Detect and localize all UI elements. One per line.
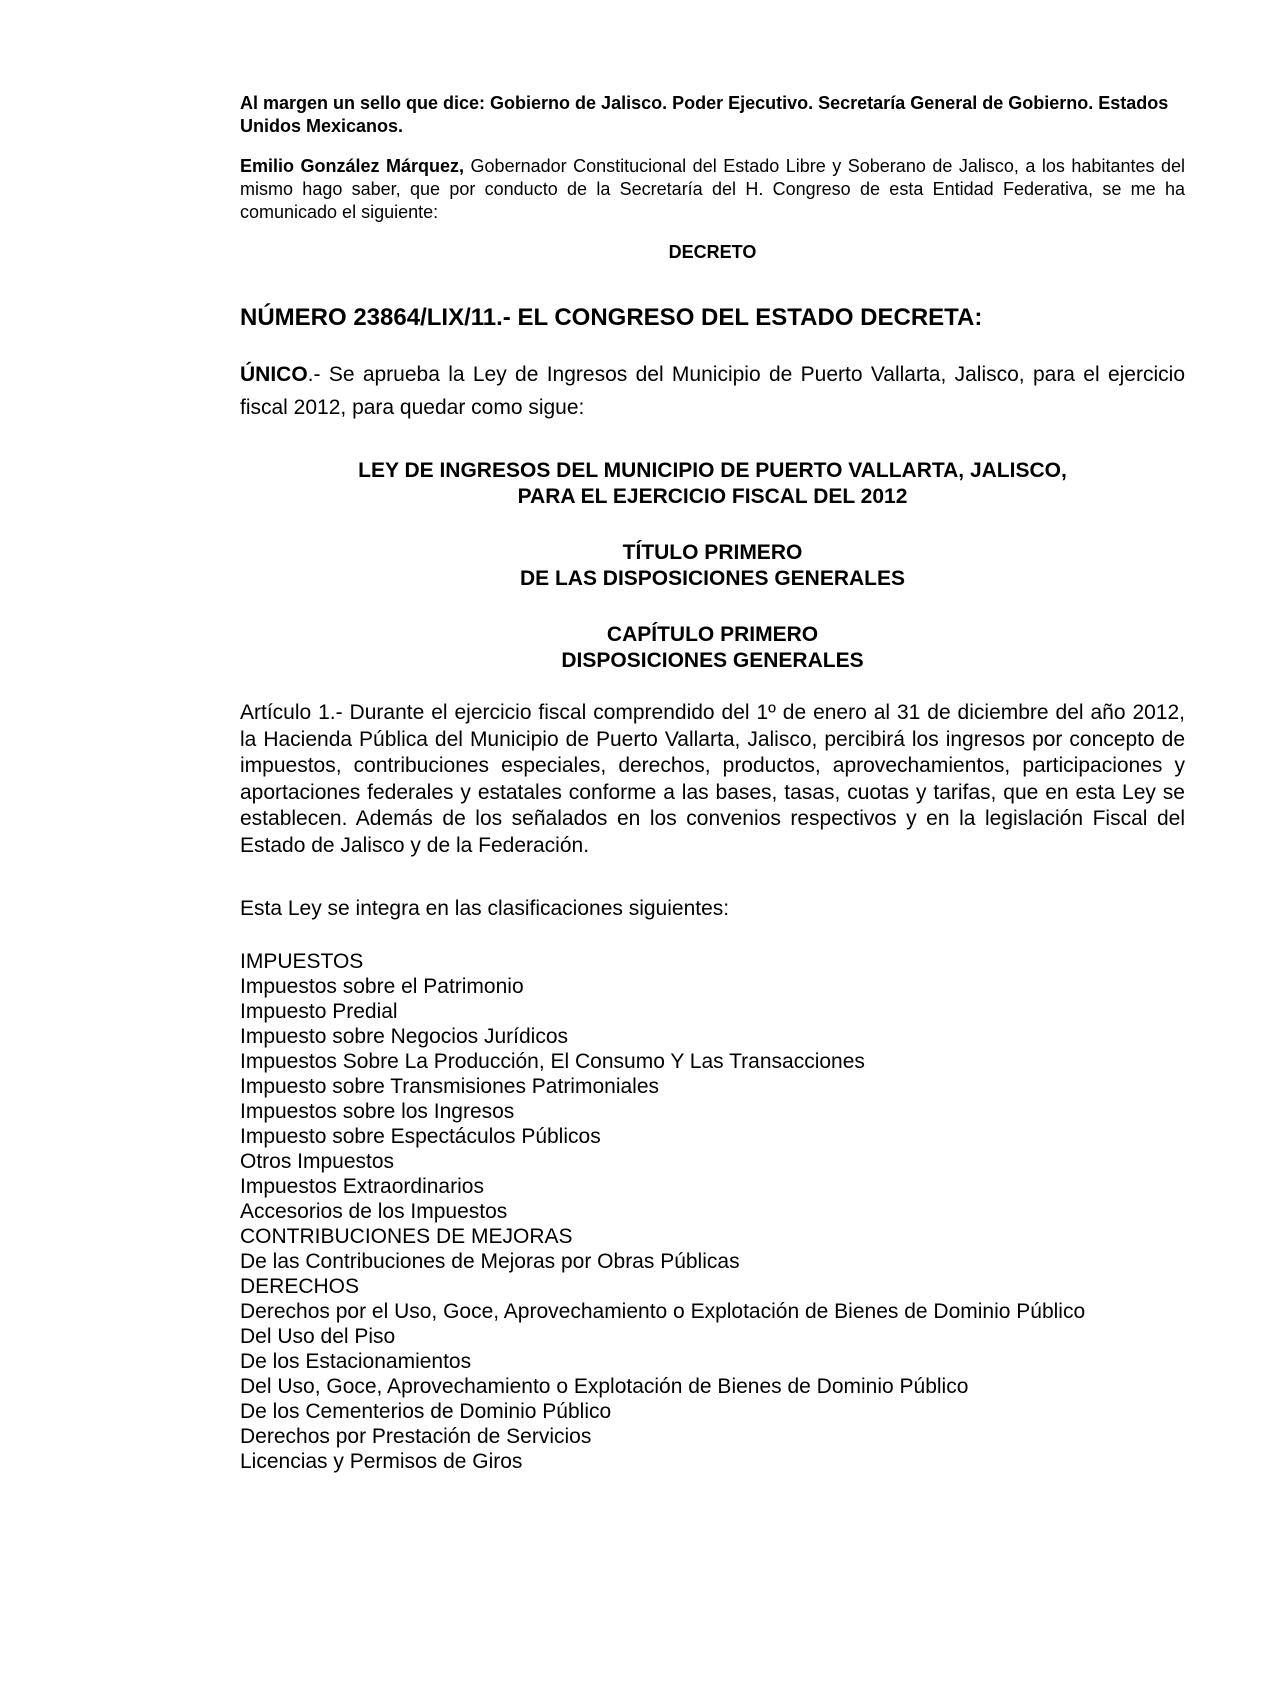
- intro-text: Gobernador Constitucional del Estado Libre y Soberano de Jalisco, a los habitantes del mismo hago saber, que por conducto de la Secretaría del H. Congreso de esta Entidad Federativa, se me ha comunicado el siguiente:: [240, 156, 1185, 222]
- unico-paragraph: [240, 358, 1185, 424]
- law-title-line-1: LEY DE INGRESOS DEL MUNICIPIO DE PUERTO VALLARTA, JALISCO,: [358, 459, 1067, 482]
- list-item: Impuestos Sobre La Producción, El Consumo Y Las Transacciones: [240, 1050, 865, 1073]
- list-item: Del Uso del Piso: [240, 1325, 396, 1348]
- governor-name: Emilio González Márquez,: [240, 156, 465, 176]
- classification-intro: Esta Ley se integra en las clasificaciones siguientes:: [240, 897, 730, 920]
- list-item: Derechos por Prestación de Servicios: [240, 1425, 592, 1448]
- seal-note: Al margen un sello que dice: Gobierno de Jalisco. Poder Ejecutivo. Secretaría General de Gobierno. Estados Unidos Mexicanos.: [240, 93, 1169, 136]
- list-item: Licencias y Permisos de Giros: [240, 1450, 523, 1473]
- article-1: Artículo 1.- Durante el ejercicio fiscal comprendido del 1º de enero al 31 de diciembre del año 2012, la Hacienda Pública del Municipio de Puerto Vallarta, Jalisco, percibirá los ingresos por concepto de impuestos, contribuciones especiales, derechos, productos, aprovechamientos, participaciones y aportaciones federales y estatales conforme a las bases, tasas, cuotas y tarifas, que en esta Ley se establecen. Además de los señalados en los convenios respectivos y en la legislación Fiscal del Estado de Jalisco y de la Federación.: [240, 701, 1185, 857]
- classification-list: [240, 949, 1185, 1474]
- list-item: CONTRIBUCIONES DE MEJORAS: [240, 1225, 573, 1248]
- list-item: Impuesto sobre Negocios Jurídicos: [240, 1025, 568, 1048]
- list-item: De las Contribuciones de Mejoras por Obras Públicas: [240, 1250, 740, 1273]
- law-title: [240, 458, 1185, 510]
- unico-text: .- Se aprueba la Ley de Ingresos del Municipio de Puerto Vallarta, Jalisco, para el ejercicio fiscal 2012, para quedar como sigue:: [240, 363, 1185, 419]
- chapter-heading-line-2: DISPOSICIONES GENERALES: [561, 649, 864, 672]
- list-item: DERECHOS: [240, 1275, 360, 1298]
- law-title-line-2: PARA EL EJERCICIO FISCAL DEL 2012: [517, 485, 908, 508]
- list-item: Del Uso, Goce, Aprovechamiento o Explotación de Bienes de Dominio Público: [240, 1375, 969, 1398]
- list-item: Impuestos sobre los Ingresos: [240, 1100, 515, 1123]
- chapter-heading-line-1: CAPÍTULO PRIMERO: [606, 623, 819, 646]
- title-heading-line-1: TÍTULO PRIMERO: [622, 541, 803, 564]
- list-item: Impuestos Extraordinarios: [240, 1175, 484, 1198]
- list-item: Impuestos sobre el Patrimonio: [240, 975, 524, 998]
- title-heading: [240, 540, 1185, 592]
- list-item: De los Estacionamientos: [240, 1350, 472, 1373]
- chapter-heading: [240, 622, 1185, 674]
- decree-label: DECRETO: [668, 242, 757, 262]
- list-item: Impuesto Predial: [240, 1000, 398, 1023]
- list-item: IMPUESTOS: [240, 950, 364, 973]
- list-item: Accesorios de los Impuestos: [240, 1200, 508, 1223]
- title-heading-line-2: DE LAS DISPOSICIONES GENERALES: [519, 567, 906, 590]
- list-item: De los Cementerios de Dominio Público: [240, 1400, 612, 1423]
- document-body: [240, 92, 1185, 1490]
- list-item: Derechos por el Uso, Goce, Aprovechamiento o Explotación de Bienes de Dominio Público: [240, 1300, 1086, 1323]
- intro-paragraph: [240, 155, 1185, 224]
- list-item: Otros Impuestos: [240, 1150, 395, 1173]
- decree-number: NÚMERO 23864/LIX/11.- EL CONGRESO DEL ESTADO DECRETA:: [240, 304, 983, 331]
- unico-label: ÚNICO: [240, 363, 308, 386]
- list-item: Impuesto sobre Transmisiones Patrimoniales: [240, 1075, 660, 1098]
- list-item: Impuesto sobre Espectáculos Públicos: [240, 1125, 601, 1148]
